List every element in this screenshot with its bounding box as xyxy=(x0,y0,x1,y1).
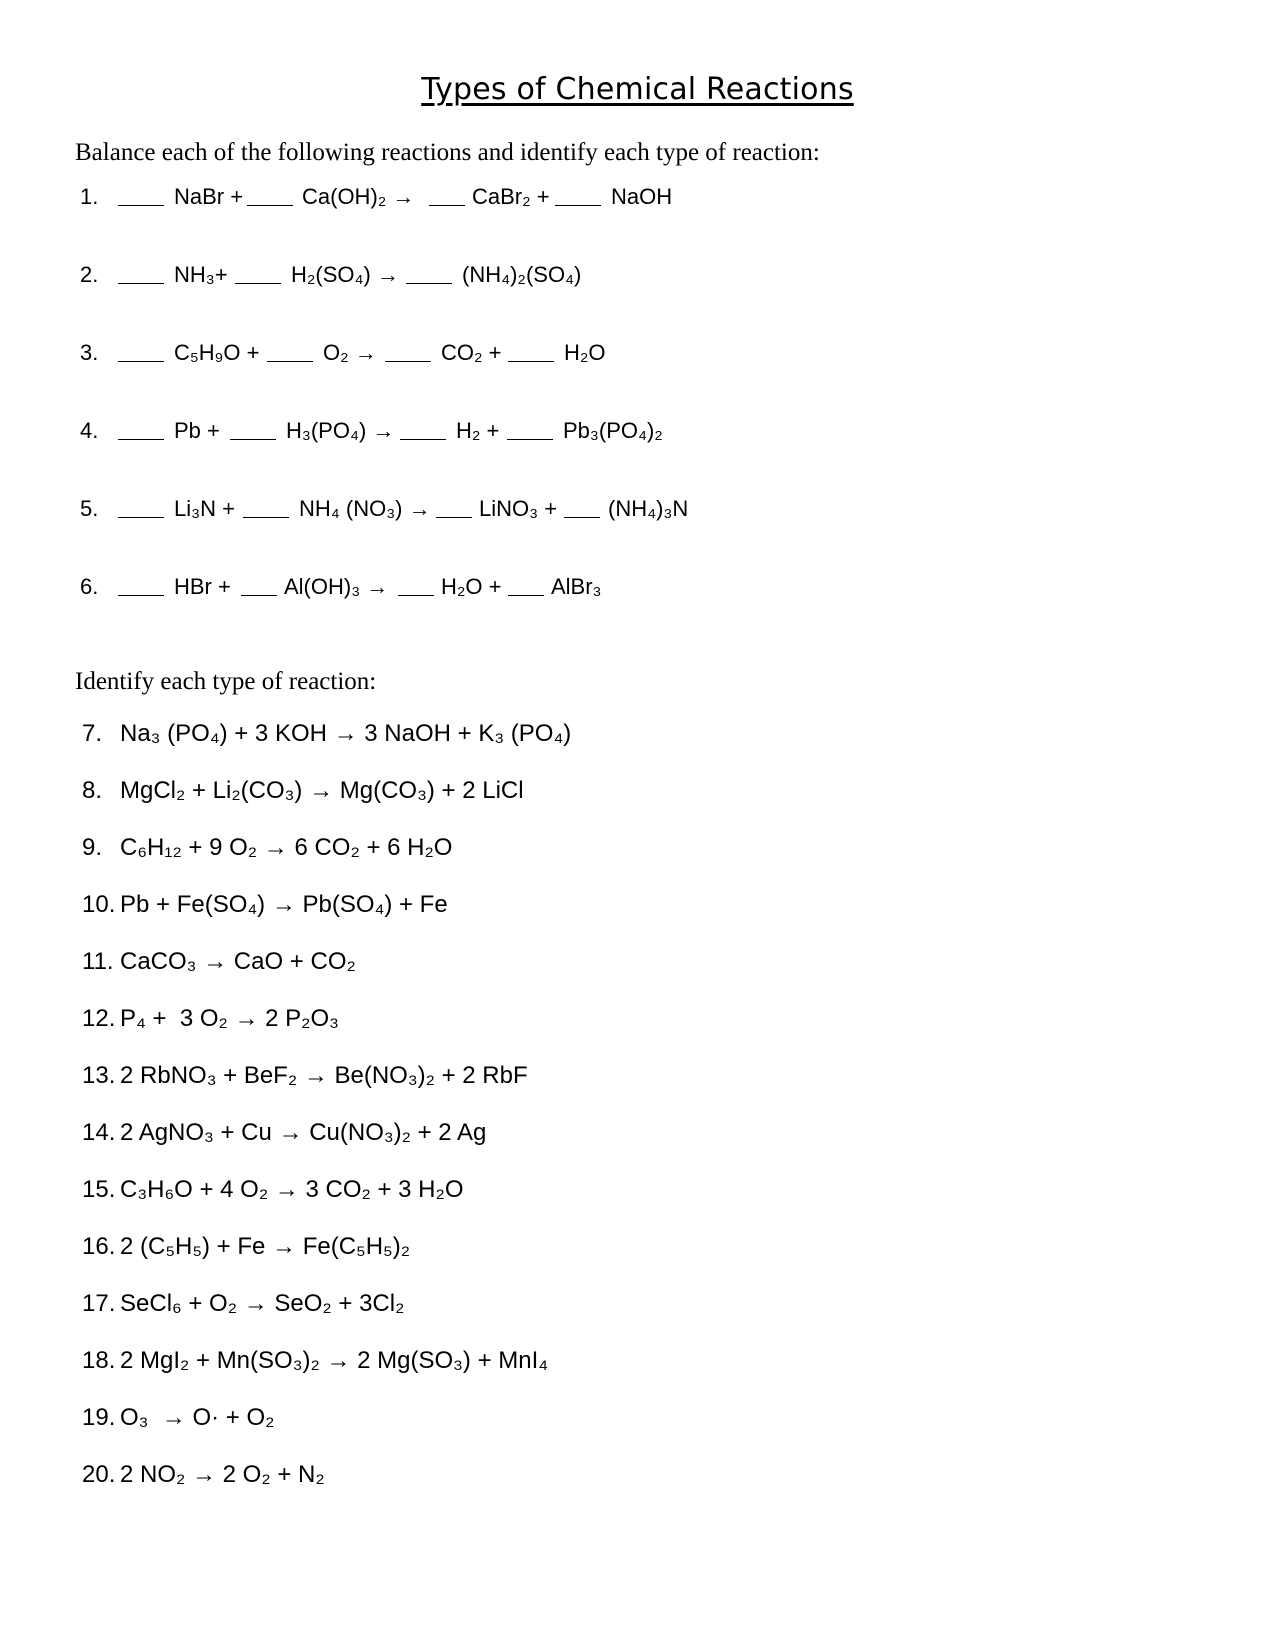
item-number: 16. xyxy=(82,1233,116,1260)
worksheet-title: Types of Chemical Reactions xyxy=(421,72,854,107)
product-term: (NH₄)₂(SO₄) xyxy=(462,262,582,287)
reactant-term: C₅H₉O + xyxy=(174,340,260,365)
reactant-term: Al(OH)₃ → xyxy=(284,574,389,599)
coefficient-blank xyxy=(118,595,164,596)
item-number: 8. xyxy=(82,777,103,804)
coefficient-blank xyxy=(406,283,452,284)
item-number: 18. xyxy=(82,1347,116,1374)
coefficient-blank xyxy=(118,439,164,440)
item-number: 11. xyxy=(82,948,114,975)
item-number: 17. xyxy=(82,1290,116,1317)
product-term: AlBr₃ xyxy=(551,574,602,599)
reaction-equation: C₃H₆O + 4 O₂ → 3 CO₂ + 3 H₂O xyxy=(120,1176,464,1203)
identify-item-7 xyxy=(82,720,571,748)
identify-item-18 xyxy=(82,1347,548,1375)
item-number: 3. xyxy=(80,340,99,365)
reaction-equation: 2 AgNO₃ + Cu → Cu(NO₃)₂ + 2 Ag xyxy=(120,1119,487,1146)
item-number: 4. xyxy=(80,418,99,443)
reaction-equation: 2 NO₂ → 2 O₂ + N₂ xyxy=(120,1461,325,1488)
reaction-equation: MgCl₂ + Li₂(CO₃) → Mg(CO₃) + 2 LiCl xyxy=(120,777,524,804)
coefficient-blank xyxy=(564,517,600,518)
coefficient-blank xyxy=(118,517,164,518)
reactant-term: Ca(OH)₂ → xyxy=(302,184,415,209)
identify-item-8 xyxy=(82,777,524,805)
item-number: 13. xyxy=(82,1062,116,1089)
coefficient-blank xyxy=(267,361,313,362)
product-term: LiNO₃ + xyxy=(479,496,558,521)
coefficient-blank xyxy=(429,205,465,206)
item-number: 19. xyxy=(82,1404,116,1431)
reactant-term: Pb + xyxy=(174,418,220,443)
reaction-equation: 2 MgI₂ + Mn(SO₃)₂ → 2 Mg(SO₃) + MnI₄ xyxy=(120,1347,549,1374)
coefficient-blank xyxy=(507,439,553,440)
coefficient-blank xyxy=(118,205,164,206)
coefficient-blank xyxy=(436,517,472,518)
coefficient-blank xyxy=(385,361,431,362)
reaction-equation: CaCO₃ → CaO + CO₂ xyxy=(120,948,356,975)
item-number: 15. xyxy=(82,1176,116,1203)
coefficient-blank xyxy=(247,205,293,206)
identify-item-19 xyxy=(82,1404,274,1432)
product-term: NaOH xyxy=(611,184,673,209)
item-number: 2. xyxy=(80,262,99,287)
reactant-term: H₃(PO₄) → xyxy=(286,418,395,443)
identify-item-14 xyxy=(82,1119,486,1147)
identify-item-11 xyxy=(82,948,356,976)
coefficient-blank xyxy=(398,595,434,596)
item-number: 12. xyxy=(82,1005,116,1032)
coefficient-blank xyxy=(243,517,289,518)
item-number: 20. xyxy=(82,1461,116,1488)
coefficient-blank xyxy=(400,439,446,440)
reaction-equation: 2 RbNO₃ + BeF₂ → Be(NO₃)₂ + 2 RbF xyxy=(120,1062,528,1089)
reaction-equation: Na₃ (PO₄) + 3 KOH → 3 NaOH + K₃ (PO₄) xyxy=(120,720,572,747)
identify-instructions: Identify each type of reaction: xyxy=(75,668,377,695)
identify-item-16 xyxy=(82,1233,410,1261)
reactant-term: H₂(SO₄) → xyxy=(291,262,399,287)
reaction-equation: C₆H₁₂ + 9 O₂ → 6 CO₂ + 6 H₂O xyxy=(120,834,453,861)
identify-item-13 xyxy=(82,1062,528,1090)
item-number: 1. xyxy=(80,184,99,209)
identify-item-10 xyxy=(82,891,448,919)
reaction-equation: P₄ + 3 O₂ → 2 P₂O₃ xyxy=(120,1005,339,1032)
reactant-term: NaBr + xyxy=(174,184,244,209)
reaction-equation: SeCl₆ + O₂ → SeO₂ + 3Cl₂ xyxy=(120,1290,405,1317)
item-number: 5. xyxy=(80,496,99,521)
product-term: Pb₃(PO₄)₂ xyxy=(563,418,663,443)
product-term: CaBr₂ + xyxy=(472,184,550,209)
item-number: 9. xyxy=(82,834,103,861)
identify-item-17 xyxy=(82,1290,404,1318)
product-term: H₂O xyxy=(564,340,606,365)
reaction-equation: O₃ → O· + O₂ xyxy=(120,1404,275,1431)
identify-item-9 xyxy=(82,834,452,862)
coefficient-blank xyxy=(118,361,164,362)
identify-item-20 xyxy=(82,1461,325,1489)
reactant-term: HBr + xyxy=(174,574,231,599)
coefficient-blank xyxy=(508,361,554,362)
coefficient-blank xyxy=(118,283,164,284)
reactant-term: O₂ → xyxy=(323,340,377,365)
reactant-term: Li₃N + xyxy=(174,496,235,521)
reactant-term: NH₄ (NO₃) → xyxy=(299,496,431,521)
product-term: H₂O + xyxy=(441,574,502,599)
item-number: 14. xyxy=(82,1119,116,1146)
identify-item-15 xyxy=(82,1176,464,1204)
coefficient-blank xyxy=(235,283,281,284)
item-number: 10. xyxy=(82,891,116,918)
coefficient-blank xyxy=(241,595,277,596)
identify-item-12 xyxy=(82,1005,339,1033)
reactant-term: NH₃+ xyxy=(174,262,228,287)
item-number: 7. xyxy=(82,720,103,747)
item-number: 6. xyxy=(80,574,99,599)
product-term: H₂ + xyxy=(456,418,500,443)
product-term: CO₂ + xyxy=(441,340,502,365)
product-term: (NH₄)₃N xyxy=(608,496,689,521)
coefficient-blank xyxy=(555,205,601,206)
reaction-equation: Pb + Fe(SO₄) → Pb(SO₄) + Fe xyxy=(120,891,448,918)
coefficient-blank xyxy=(230,439,276,440)
coefficient-blank xyxy=(508,595,544,596)
balance-instructions: Balance each of the following reactions and identify each type of reaction: xyxy=(75,139,820,166)
reaction-equation: 2 (C₅H₅) + Fe → Fe(C₅H₅)₂ xyxy=(120,1233,411,1260)
